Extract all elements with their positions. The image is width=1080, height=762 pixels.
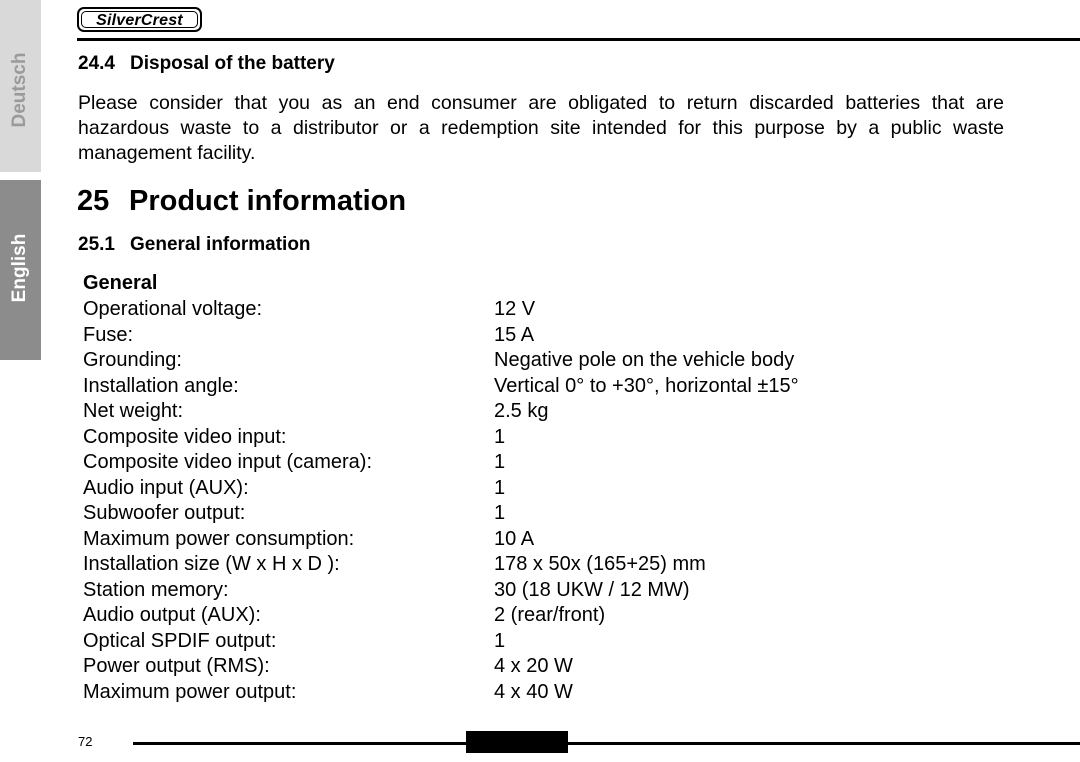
spec-value: 178 x 50x (165+25) mm (494, 553, 706, 575)
spec-row (83, 501, 903, 527)
footer-marker (466, 731, 568, 753)
section-number: 25.1 (78, 234, 115, 255)
spec-row (83, 629, 903, 655)
spec-value: Vertical 0° to +30°, horizontal ±15° (494, 374, 799, 397)
spec-row (83, 348, 903, 374)
spec-row (83, 374, 903, 400)
spec-row (83, 680, 903, 706)
section-number: 24.4 (78, 53, 115, 74)
language-tab-deutsch-label: Deutsch (9, 52, 30, 128)
language-tab-english[interactable] (0, 180, 41, 360)
spec-label: Composite video input (camera): (83, 451, 373, 473)
spec-label: Optical SPDIF output: (83, 629, 277, 652)
spec-label: Net weight: (83, 400, 184, 422)
spec-value: Negative pole on the vehicle body (494, 349, 795, 371)
spec-value: 1 (494, 476, 506, 499)
spec-value: 10 A (494, 527, 535, 550)
spec-value: 4 x 40 W (494, 680, 573, 703)
spec-row (83, 399, 903, 425)
spec-label: Power output (RMS): (83, 655, 270, 677)
spec-value: 12 V (494, 298, 536, 320)
spec-label: Subwoofer output: (83, 502, 246, 524)
spec-row (83, 450, 903, 476)
spec-row (83, 323, 903, 349)
spec-row (83, 603, 903, 629)
spec-table (83, 297, 903, 705)
language-tab-english-label: English (9, 233, 30, 303)
section-title: General information (130, 234, 311, 255)
spec-value: 4 x 20 W (494, 655, 573, 677)
section-heading-24-4 (78, 53, 335, 75)
spec-row (83, 425, 903, 451)
spec-label: Maximum power output: (83, 680, 297, 703)
brand-logo (77, 7, 202, 32)
spec-row (83, 578, 903, 604)
footer-divider (133, 742, 1080, 745)
language-tab-deutsch[interactable] (0, 0, 41, 172)
spec-row (83, 297, 903, 323)
spec-row (83, 552, 903, 578)
spec-row (83, 527, 903, 553)
chapter-heading-25 (77, 185, 406, 218)
spec-value: 2 (rear/front) (494, 604, 606, 626)
spec-label: Station memory: (83, 578, 229, 601)
spec-value: 1 (494, 629, 506, 652)
header-divider (77, 38, 1080, 41)
spec-label: Installation size (W x H x D ): (83, 553, 340, 575)
spec-value: 1 (494, 502, 506, 524)
spec-value: 2.5 kg (494, 400, 549, 422)
spec-label: Audio output (AUX): (83, 604, 261, 626)
spec-label: Audio input (AUX): (83, 476, 249, 499)
disposal-paragraph: Please consider that you as an end consumer are obligated to return discarded batteries that are hazardous waste to a distributor or a redemption site intended for this purpose by a public waste management facility. (78, 92, 1004, 164)
section-title: Disposal of the battery (130, 53, 335, 74)
spec-row (83, 476, 903, 502)
spec-label: Installation angle: (83, 374, 239, 397)
chapter-number: 25 (77, 185, 110, 217)
page-number: 72 (78, 734, 93, 749)
section-heading-25-1 (78, 234, 311, 256)
spec-value: 1 (494, 425, 506, 448)
spec-value: 1 (494, 451, 506, 473)
spec-group-heading: General (83, 272, 158, 294)
spec-value: 15 A (494, 323, 535, 346)
spec-label: Maximum power consumption: (83, 527, 355, 550)
spec-value: 30 (18 UKW / 12 MW) (494, 578, 690, 601)
chapter-title: Product information (129, 185, 407, 217)
spec-row (83, 654, 903, 680)
brand-logo-text: SilverCrest (81, 11, 198, 28)
spec-label: Operational voltage: (83, 298, 263, 320)
spec-label: Fuse: (83, 323, 134, 346)
spec-label: Grounding: (83, 349, 182, 371)
spec-label: Composite video input: (83, 425, 287, 448)
